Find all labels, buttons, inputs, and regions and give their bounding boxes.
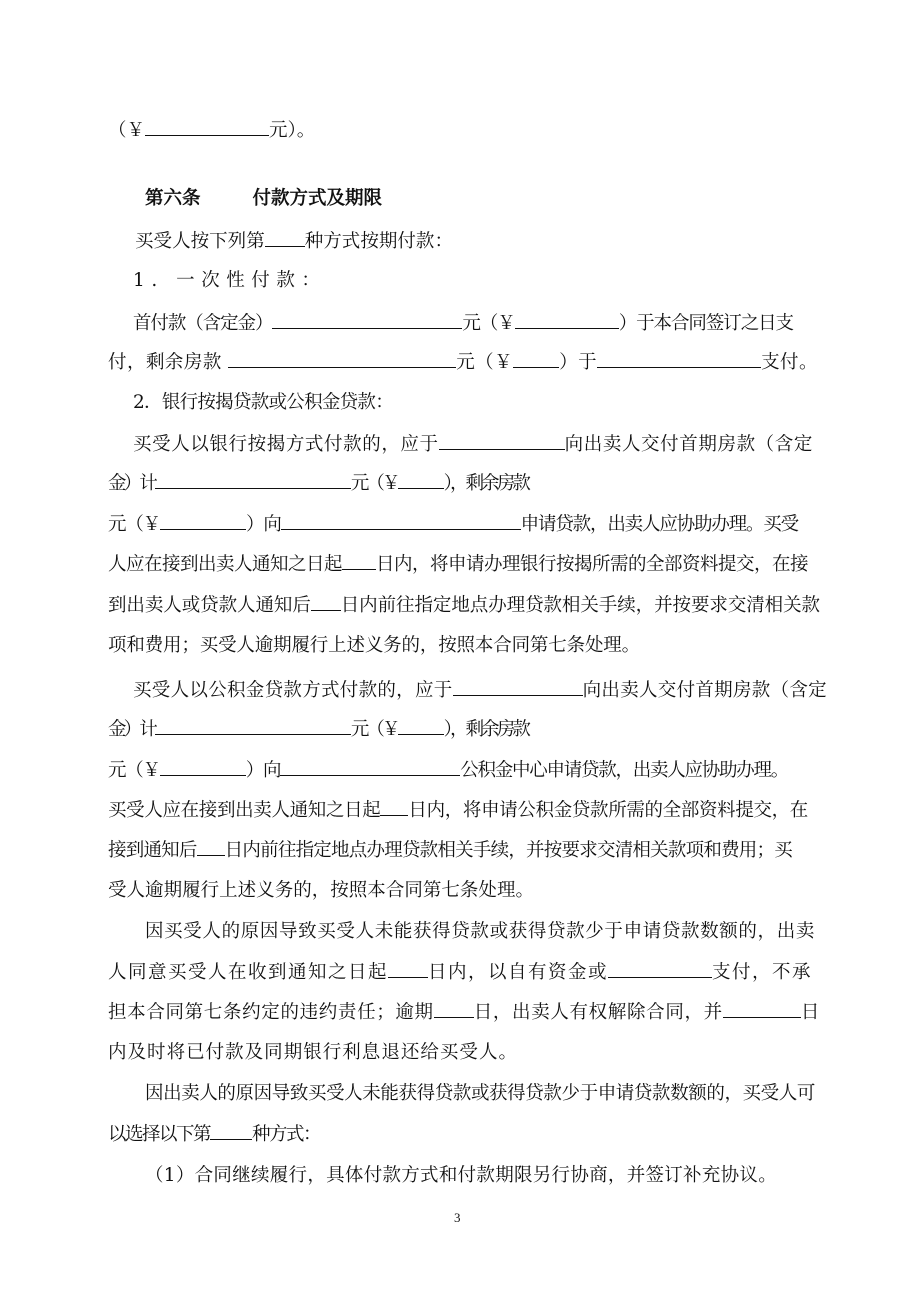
text-segment: 公积金中心申请贷款，出卖人应协助办理。 (460, 760, 788, 781)
text-segment: 买受人以公积金贷款方式付款的，应于 (133, 680, 453, 701)
text-segment: 日，出卖人有权解除合同，并 (473, 1002, 723, 1023)
text-line (108, 1122, 320, 1147)
page-number: 3 (454, 1210, 461, 1225)
text-segment: 支付，不承 (711, 962, 812, 983)
text-segment: 2．银行按揭贷款或公积金贷款： (133, 392, 393, 413)
text-line (108, 350, 818, 375)
text-segment: 1. 一次性付款： (133, 270, 327, 291)
text-segment: 元（￥ (350, 719, 398, 740)
fill-in-blank[interactable] (513, 350, 559, 368)
text-segment: （￥ (108, 120, 146, 141)
text-segment: ），剩余房款 (443, 719, 528, 740)
fill-in-blank[interactable] (160, 512, 246, 530)
text-line (108, 634, 640, 658)
fill-in-blank[interactable] (272, 311, 462, 329)
fill-in-blank[interactable] (380, 798, 408, 816)
text-segment: 因出卖人的原因导致买受人未能获得贷款或获得贷款少于申请贷款数额的，买受人可 (145, 1083, 815, 1104)
fill-in-blank[interactable] (723, 1000, 801, 1018)
fill-in-blank[interactable] (280, 758, 460, 776)
text-segment: ）于本合同签订之日支 (618, 313, 793, 334)
text-segment: 第六条 (145, 188, 201, 209)
text-segment: 日内，将申请公积金贷款所需的全部资料提交，在 (408, 800, 808, 821)
text-line (108, 512, 798, 537)
text-line (108, 471, 528, 496)
text-line (108, 838, 792, 863)
fill-in-blank[interactable] (155, 717, 351, 735)
fill-in-blank[interactable] (515, 311, 619, 329)
text-segment: 因买受人的原因导致买受人未能获得贷款或获得贷款少于申请贷款数额的，出卖 (145, 921, 815, 942)
text-segment: 人同意买受人在收到通知之日起 (108, 962, 388, 983)
text-segment: 元（￥ (456, 352, 514, 373)
fill-in-blank[interactable] (197, 838, 225, 856)
text-line (145, 1082, 815, 1106)
text-segment: 买受人以银行按揭方式付款的，应于 (133, 434, 439, 455)
text-line (133, 678, 827, 703)
fill-in-blank[interactable] (281, 512, 521, 530)
fill-in-blank[interactable] (597, 350, 761, 368)
text-segment: 种方式： (251, 1124, 320, 1145)
text-segment: 日内前往指定地点办理贷款相关手续，并按要求交清相关款 (340, 595, 820, 616)
text-line (108, 1041, 518, 1065)
text-segment: 金）计 (108, 473, 155, 494)
text-segment: 接到通知后 (108, 840, 197, 861)
text-line (145, 1164, 777, 1188)
text-line (108, 593, 820, 618)
text-segment: 向出卖人交付首期房款（含定 (564, 434, 813, 455)
text-segment: 元（￥ (350, 473, 398, 494)
fill-in-blank[interactable] (608, 960, 712, 978)
text-segment: ）于 (559, 352, 598, 373)
fill-in-blank[interactable] (311, 593, 341, 611)
text-line (108, 758, 788, 783)
text-line (108, 552, 808, 577)
fill-in-blank[interactable] (453, 678, 583, 696)
text-segment: 以选择以下第 (108, 1124, 210, 1145)
fill-in-blank[interactable] (398, 717, 444, 735)
text-segment: 元（￥ (108, 760, 160, 781)
text-line (108, 717, 528, 742)
text-segment: 日内，将申请办理银行按揭所需的全部资料提交，在接 (376, 554, 808, 575)
fill-in-blank[interactable] (388, 960, 428, 978)
text-line (135, 229, 453, 254)
text-segment: 申请贷款，出卖人应协助办理。买受 (520, 514, 798, 535)
text-segment: 元（￥ (462, 313, 515, 334)
text-line (133, 391, 393, 415)
text-segment: 首付款（含定金） (133, 313, 273, 334)
text-segment: 日内前往指定地点办理贷款相关手续，并按要求交清相关款项和费用；买 (224, 840, 792, 861)
text-line (108, 1000, 820, 1025)
fill-in-blank[interactable] (434, 1000, 474, 1018)
text-segment: 支付。 (761, 352, 818, 373)
text-segment: 项和费用；买受人逾期履行上述义务的，按照本合同第七条处理。 (108, 635, 640, 656)
fill-in-blank[interactable] (398, 471, 444, 489)
fill-in-blank[interactable] (439, 432, 565, 450)
fill-in-blank[interactable] (155, 471, 351, 489)
text-segment: 种方式按期付款： (304, 231, 453, 252)
fill-in-blank[interactable] (160, 758, 246, 776)
fill-in-blank[interactable] (145, 118, 269, 136)
text-segment: 到出卖人或贷款人通知后 (108, 595, 311, 616)
text-segment: ）向 (245, 760, 281, 781)
text-segment: 付，剩余房款 (108, 352, 229, 373)
text-line (108, 879, 534, 903)
text-line (145, 920, 815, 944)
text-segment: 内及时将已付款及同期银行利息退还给买受人。 (108, 1042, 518, 1063)
text-segment: 金）计 (108, 719, 155, 740)
text-segment: 人应在接到出卖人通知之日起 (108, 554, 342, 575)
text-line (108, 118, 315, 143)
text-segment: 元（￥ (108, 514, 160, 535)
text-line (108, 798, 808, 823)
text-segment: 受人逾期履行上述义务的，按照本合同第七条处理。 (108, 880, 534, 901)
text-line (133, 311, 793, 336)
text-line (133, 432, 813, 457)
text-segment: 买受人按下列第 (135, 231, 265, 252)
text-segment: 担本合同第七条约定的违约责任；逾期 (108, 1002, 434, 1023)
text-line (133, 269, 326, 293)
text-segment: （1）合同继续履行，具体付款方式和付款期限另行协商，并签订补充协议。 (145, 1165, 777, 1186)
fill-in-blank[interactable] (342, 552, 376, 570)
text-segment: 付款方式及期限 (252, 188, 383, 209)
fill-in-blank[interactable] (228, 350, 456, 368)
text-segment: 元）。 (269, 120, 316, 141)
text-segment: 日 (800, 1002, 820, 1023)
fill-in-blank[interactable] (210, 1122, 252, 1140)
fill-in-blank[interactable] (265, 229, 305, 247)
text-segment: ）向 (246, 514, 281, 535)
text-segment: 向出卖人交付首期房款（含定 (582, 680, 827, 701)
text-segment: 日内，以自有资金或 (427, 962, 608, 983)
text-line (108, 960, 812, 985)
text-segment: ），剩余房款 (443, 473, 528, 494)
section-heading (145, 187, 382, 211)
text-segment: 买受人应在接到出卖人通知之日起 (108, 800, 381, 821)
